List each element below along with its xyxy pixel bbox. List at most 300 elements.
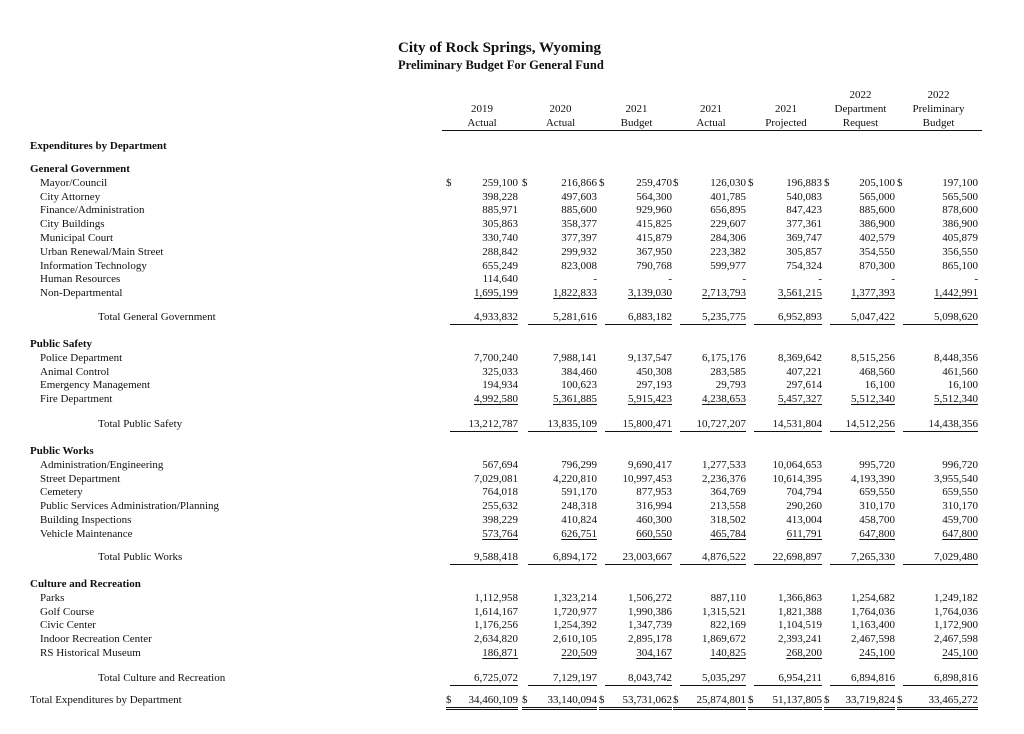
total-underline: [903, 324, 978, 325]
cell-value: 5,512,340: [934, 393, 978, 406]
column-label: Preliminary: [912, 103, 965, 115]
total-value: 14,512,256: [845, 418, 895, 430]
total-value: 6,894,816: [851, 672, 895, 684]
column-header: [672, 102, 750, 131]
total-label: Total Culture and Recreation: [98, 672, 226, 684]
cell-value: 5,915,423: [628, 393, 672, 406]
grand-total-double-underline: [897, 707, 978, 710]
cell-value: 297,193: [636, 379, 672, 392]
grand-total-value: 34,460,109: [468, 694, 518, 706]
row-label: RS Historical Museum: [40, 647, 141, 659]
cell-value: 377,361: [786, 218, 822, 231]
row-label: Fire Department: [40, 393, 113, 406]
cell-value: -: [891, 273, 895, 286]
cell-value: 196,883: [786, 176, 822, 189]
cell-value: 1,176,256: [474, 619, 518, 632]
row-label: Police Department: [40, 351, 123, 364]
column-year: 2021: [775, 103, 797, 115]
total-underline: [754, 324, 822, 325]
total-value: 7,029,480: [934, 551, 978, 563]
grand-total-value: 51,137,805: [772, 694, 822, 706]
total-underline: [754, 431, 822, 432]
cell-value: 1,315,521: [702, 605, 746, 618]
cell-value: 16,100: [947, 379, 978, 392]
cell-value: -: [668, 273, 672, 286]
cell-value: -: [742, 273, 746, 286]
cell-value: 2,713,793: [702, 287, 746, 300]
cell-value: 647,800: [942, 527, 978, 540]
column-year: 2021: [700, 103, 722, 115]
cell-value: 364,769: [710, 486, 746, 499]
grand-total-value: 33,719,824: [845, 694, 895, 706]
column-label: Budget: [895, 116, 982, 131]
page-subtitle: Preliminary Budget For General Fund: [398, 58, 604, 72]
cell-value: 1,254,392: [553, 619, 597, 632]
row-label: Parks: [40, 591, 65, 604]
cell-value: 213,558: [710, 500, 746, 513]
column-label: Request: [822, 116, 899, 131]
row-label: Public Services Administration/Planning: [40, 500, 220, 513]
cell-value: 5,457,327: [778, 393, 822, 406]
cell-value: -: [974, 273, 978, 286]
row-label: Building Inspections: [40, 514, 132, 526]
row-label: Urban Renewal/Main Street: [40, 245, 164, 258]
cell-value: 822,169: [710, 619, 746, 632]
cell-value: 398,228: [482, 190, 518, 203]
total-underline: [680, 324, 746, 325]
cell-value: 1,104,519: [778, 619, 822, 632]
cell-value: 996,720: [942, 458, 978, 471]
cell-value: 223,382: [710, 245, 746, 258]
cell-value: 1,163,400: [851, 619, 895, 632]
cell-value: 245,100: [859, 647, 895, 659]
cell-value: 1,764,036: [851, 605, 895, 618]
cell-value: 3,139,030: [628, 287, 672, 300]
cell-value: 248,318: [561, 500, 597, 513]
cell-value: 877,953: [636, 486, 672, 499]
cell-value: 330,740: [482, 232, 518, 244]
grand-total-value: 25,874,801: [696, 694, 746, 706]
total-value: 8,043,742: [628, 672, 672, 684]
total-underline: [754, 564, 822, 565]
cell-value: 10,064,653: [772, 458, 822, 471]
total-value: 6,898,816: [934, 672, 978, 684]
cell-value: 565,000: [859, 190, 895, 203]
total-underline: [830, 685, 895, 686]
currency-symbol: $: [599, 694, 605, 706]
cell-value: 288,842: [482, 245, 518, 258]
cell-value: 325,033: [482, 365, 518, 378]
cell-value: 2,236,376: [702, 472, 746, 485]
cell-value: 885,600: [859, 204, 895, 217]
cell-value: 885,600: [561, 204, 597, 217]
total-underline: [450, 324, 518, 325]
cell-value: 114,640: [482, 273, 518, 286]
cell-value: 410,824: [561, 514, 597, 526]
cell-value: -: [818, 273, 822, 286]
cell-value: 140,825: [710, 647, 746, 659]
column-label: Projected: [746, 116, 826, 131]
currency-symbol: $: [748, 694, 754, 706]
total-value: 7,265,330: [851, 551, 895, 563]
cell-value: 704,794: [786, 486, 822, 499]
cell-value: 305,857: [786, 245, 822, 258]
cell-value: 415,825: [636, 218, 672, 231]
cell-value: 415,879: [636, 232, 672, 244]
cell-value: 1,764,036: [934, 605, 978, 618]
grand-total-double-underline: [522, 707, 597, 710]
total-value: 4,876,522: [702, 551, 746, 563]
total-underline: [830, 324, 895, 325]
section-heading: Public Works: [30, 445, 94, 457]
cell-value: 790,768: [636, 259, 672, 272]
total-value: 13,835,109: [547, 418, 597, 430]
currency-symbol: $: [522, 694, 528, 706]
cell-value: 1,347,739: [628, 619, 672, 632]
total-value: 5,047,422: [851, 311, 895, 323]
cell-value: 8,369,642: [778, 351, 822, 364]
cell-value: 465,784: [710, 527, 746, 540]
cell-value: 599,977: [710, 259, 746, 272]
cell-value: 1,822,833: [553, 287, 597, 300]
cell-value: 310,170: [859, 500, 895, 513]
main-heading: Expenditures by Department: [30, 140, 167, 152]
cell-value: 1,506,272: [628, 591, 672, 604]
total-underline: [528, 324, 597, 325]
total-underline: [830, 431, 895, 432]
column-year: 2021: [625, 103, 648, 115]
cell-value: 304,167: [636, 647, 672, 659]
total-underline: [528, 685, 597, 686]
cell-value: 7,988,141: [553, 351, 597, 364]
column-header: [597, 102, 676, 131]
total-label: Total General Government: [98, 311, 216, 323]
cell-value: 284,306: [710, 232, 746, 244]
row-label: Mayor/Council: [40, 176, 108, 189]
cell-value: 796,299: [561, 458, 597, 471]
currency-symbol: $: [446, 176, 452, 189]
currency-symbol: $: [599, 176, 605, 189]
cell-value: 386,900: [942, 218, 978, 231]
cell-value: 367,950: [636, 245, 672, 258]
currency-symbol: $: [673, 694, 679, 706]
row-label: Civic Center: [40, 619, 96, 632]
section-heading: Public Safety: [30, 338, 93, 350]
cell-value: 316,994: [636, 500, 672, 513]
cell-value: 878,600: [942, 204, 978, 217]
total-label: Total Public Safety: [98, 418, 183, 430]
total-underline: [450, 685, 518, 686]
cell-value: 9,137,547: [628, 351, 672, 364]
section-heading: General Government: [30, 163, 130, 175]
cell-value: 2,393,241: [778, 633, 822, 646]
row-label: Information Technology: [40, 259, 147, 272]
column-label: Actual: [672, 116, 750, 131]
cell-value: 1,821,388: [778, 605, 822, 618]
row-label: Street Department: [40, 472, 121, 485]
cell-value: 656,895: [710, 204, 746, 217]
grand-total-double-underline: [673, 707, 746, 710]
row-label: Golf Course: [40, 605, 95, 618]
total-value: 10,727,207: [696, 418, 746, 430]
column-header: [442, 102, 522, 131]
total-underline: [528, 431, 597, 432]
cell-value: 591,170: [561, 486, 597, 499]
grand-total-label: Total Expenditures by Department: [30, 694, 182, 706]
total-underline: [450, 564, 518, 565]
cell-value: 220,509: [561, 647, 597, 659]
total-value: 5,035,297: [702, 672, 746, 684]
total-underline: [903, 564, 978, 565]
cell-value: 9,690,417: [628, 458, 672, 471]
cell-value: 297,614: [786, 379, 822, 392]
cell-value: 259,470: [636, 176, 672, 189]
cell-value: 194,934: [482, 379, 518, 392]
total-value: 15,800,471: [622, 418, 672, 430]
column-label: Budget: [597, 116, 676, 131]
cell-value: 497,603: [561, 190, 597, 203]
cell-value: 870,300: [859, 259, 895, 272]
total-underline: [830, 564, 895, 565]
cell-value: 626,751: [561, 527, 597, 540]
cell-value: 1,695,199: [474, 287, 518, 300]
column-header: [822, 88, 899, 131]
cell-value: 1,112,958: [474, 591, 518, 604]
cell-value: 847,423: [786, 204, 822, 217]
column-header: [520, 102, 601, 131]
total-value: 14,531,804: [772, 418, 822, 430]
cell-value: 1,377,393: [851, 287, 895, 300]
cell-value: 126,030: [710, 176, 746, 189]
total-underline: [528, 564, 597, 565]
cell-value: -: [593, 273, 597, 286]
row-label: Animal Control: [40, 365, 110, 378]
cell-value: 3,955,540: [934, 472, 978, 485]
cell-value: 2,895,178: [628, 633, 672, 646]
cell-value: 358,377: [561, 218, 597, 231]
cell-value: 1,249,182: [934, 591, 978, 604]
cell-value: 3,561,215: [778, 287, 822, 300]
row-label: Non-Departmental: [40, 287, 123, 300]
cell-value: 401,785: [710, 190, 746, 203]
cell-value: 259,100: [482, 176, 518, 189]
cell-value: 5,361,885: [553, 393, 597, 406]
cell-value: 460,300: [636, 514, 672, 526]
cell-value: 764,018: [482, 486, 518, 499]
cell-value: 290,260: [786, 500, 822, 513]
cell-value: 1,990,386: [628, 605, 672, 618]
cell-value: 4,992,580: [474, 393, 518, 406]
cell-value: 2,467,598: [934, 633, 978, 646]
total-underline: [605, 324, 672, 325]
cell-value: 216,866: [561, 176, 597, 189]
cell-value: 8,448,356: [934, 351, 978, 364]
row-label: Finance/Administration: [40, 204, 145, 217]
cell-value: 929,960: [636, 204, 672, 217]
grand-total-double-underline: [824, 707, 895, 710]
cell-value: 660,550: [636, 527, 672, 540]
total-underline: [605, 431, 672, 432]
cell-value: 318,502: [710, 514, 746, 526]
cell-value: 8,515,256: [851, 351, 895, 364]
cell-value: 229,607: [710, 218, 746, 231]
total-value: 6,952,893: [778, 311, 822, 323]
cell-value: 186,871: [482, 647, 518, 659]
cell-value: 887,110: [710, 591, 746, 604]
cell-value: 384,460: [561, 365, 597, 378]
currency-symbol: $: [897, 694, 903, 706]
total-value: 5,235,775: [702, 311, 746, 323]
total-underline: [605, 564, 672, 565]
grand-total-value: 33,140,094: [547, 694, 597, 706]
row-label: Vehicle Maintenance: [40, 527, 133, 540]
cell-value: 459,700: [942, 514, 978, 526]
cell-value: 4,238,653: [702, 393, 746, 406]
cell-value: 386,900: [859, 218, 895, 231]
section-heading: Culture and Recreation: [30, 578, 141, 590]
column-header: [746, 102, 826, 131]
cell-value: 540,083: [786, 190, 822, 203]
total-label: Total Public Works: [98, 551, 183, 563]
currency-symbol: $: [522, 176, 528, 189]
cell-value: 29,793: [715, 379, 746, 392]
cell-value: 377,397: [561, 232, 597, 244]
cell-value: 995,720: [859, 458, 895, 471]
cell-value: 2,634,820: [474, 633, 518, 646]
row-label: City Buildings: [40, 218, 105, 231]
cell-value: 567,694: [482, 458, 518, 471]
row-label: Indoor Recreation Center: [40, 633, 152, 646]
cell-value: 197,100: [942, 176, 978, 189]
total-value: 22,698,897: [772, 551, 822, 563]
row-label: City Attorney: [40, 190, 101, 203]
cell-value: 754,324: [786, 259, 822, 272]
cell-value: 10,997,453: [622, 472, 672, 485]
cell-value: 6,175,176: [702, 351, 746, 364]
total-value: 6,725,072: [474, 672, 518, 684]
cell-value: 468,560: [859, 365, 895, 378]
grand-total-value: 53,731,062: [622, 694, 672, 706]
cell-value: 647,800: [859, 527, 895, 540]
cell-value: 283,585: [710, 365, 746, 378]
cell-value: 865,100: [942, 259, 978, 272]
cell-value: 245,100: [942, 647, 978, 659]
cell-value: 310,170: [942, 500, 978, 513]
cell-value: 611,791: [786, 527, 822, 540]
cell-value: 356,550: [942, 245, 978, 258]
total-underline: [680, 685, 746, 686]
grand-total-value: 33,465,272: [928, 694, 978, 706]
cell-value: 5,512,340: [851, 393, 895, 406]
currency-symbol: $: [824, 176, 830, 189]
total-value: 6,894,172: [553, 551, 597, 563]
total-value: 6,954,211: [778, 672, 822, 684]
column-label: Actual: [520, 116, 601, 131]
cell-value: 305,863: [482, 218, 518, 231]
cell-value: 4,220,810: [553, 472, 597, 485]
cell-value: 1,869,672: [702, 633, 746, 646]
currency-symbol: $: [446, 694, 452, 706]
page-title: City of Rock Springs, Wyoming: [398, 40, 601, 56]
row-label: Emergency Management: [40, 379, 151, 392]
column-year: 2019: [471, 103, 493, 115]
cell-value: 205,100: [859, 176, 895, 189]
total-underline: [754, 685, 822, 686]
cell-value: 564,300: [636, 190, 672, 203]
currency-symbol: $: [748, 176, 754, 189]
cell-value: 16,100: [864, 379, 895, 392]
column-year: 2022: [927, 89, 950, 101]
total-value: 5,098,620: [934, 311, 978, 323]
currency-symbol: $: [824, 694, 830, 706]
cell-value: 565,500: [942, 190, 978, 203]
total-value: 14,438,356: [928, 418, 978, 430]
total-value: 9,588,418: [474, 551, 518, 563]
total-underline: [903, 685, 978, 686]
cell-value: 10,614,395: [772, 472, 822, 485]
cell-value: 461,560: [942, 365, 978, 378]
cell-value: 4,193,390: [851, 472, 895, 485]
column-label: Actual: [442, 116, 522, 131]
cell-value: 1,366,863: [778, 591, 822, 604]
cell-value: 299,932: [561, 245, 597, 258]
total-underline: [903, 431, 978, 432]
cell-value: 1,442,991: [934, 287, 978, 300]
grand-total-double-underline: [599, 707, 672, 710]
total-underline: [605, 685, 672, 686]
column-year: 2022: [849, 89, 872, 101]
total-value: 5,281,616: [553, 311, 597, 323]
cell-value: 450,308: [636, 365, 672, 378]
cell-value: 100,623: [561, 379, 597, 392]
column-year: 2020: [549, 103, 572, 115]
row-label: Cemetery: [40, 486, 83, 499]
total-underline: [680, 564, 746, 565]
cell-value: 458,700: [859, 514, 895, 526]
total-value: 4,933,832: [474, 311, 518, 323]
grand-total-double-underline: [446, 707, 518, 710]
cell-value: 1,172,900: [934, 619, 978, 632]
cell-value: 369,747: [786, 232, 822, 244]
currency-symbol: $: [673, 176, 679, 189]
row-label: Administration/Engineering: [40, 458, 164, 471]
total-value: 7,129,197: [553, 672, 597, 684]
cell-value: 354,550: [859, 245, 895, 258]
total-underline: [450, 431, 518, 432]
cell-value: 659,550: [859, 486, 895, 499]
total-underline: [680, 431, 746, 432]
cell-value: 1,614,167: [474, 605, 518, 618]
cell-value: 659,550: [942, 486, 978, 499]
cell-value: 402,579: [859, 232, 895, 244]
cell-value: 413,004: [786, 514, 822, 526]
cell-value: 7,700,240: [474, 351, 518, 364]
cell-value: 655,249: [482, 259, 518, 272]
cell-value: 407,221: [786, 365, 822, 378]
cell-value: 1,277,533: [702, 458, 746, 471]
cell-value: 573,764: [482, 527, 518, 540]
cell-value: 268,200: [786, 647, 822, 659]
cell-value: 1,323,214: [553, 591, 597, 604]
cell-value: 1,254,682: [851, 591, 895, 604]
cell-value: 823,008: [561, 259, 597, 272]
cell-value: 405,879: [942, 232, 978, 244]
total-value: 23,003,667: [622, 551, 672, 563]
cell-value: 885,971: [482, 204, 518, 217]
cell-value: 2,610,105: [553, 633, 597, 646]
row-label: Human Resources: [40, 273, 121, 286]
grand-total-double-underline: [748, 707, 822, 710]
